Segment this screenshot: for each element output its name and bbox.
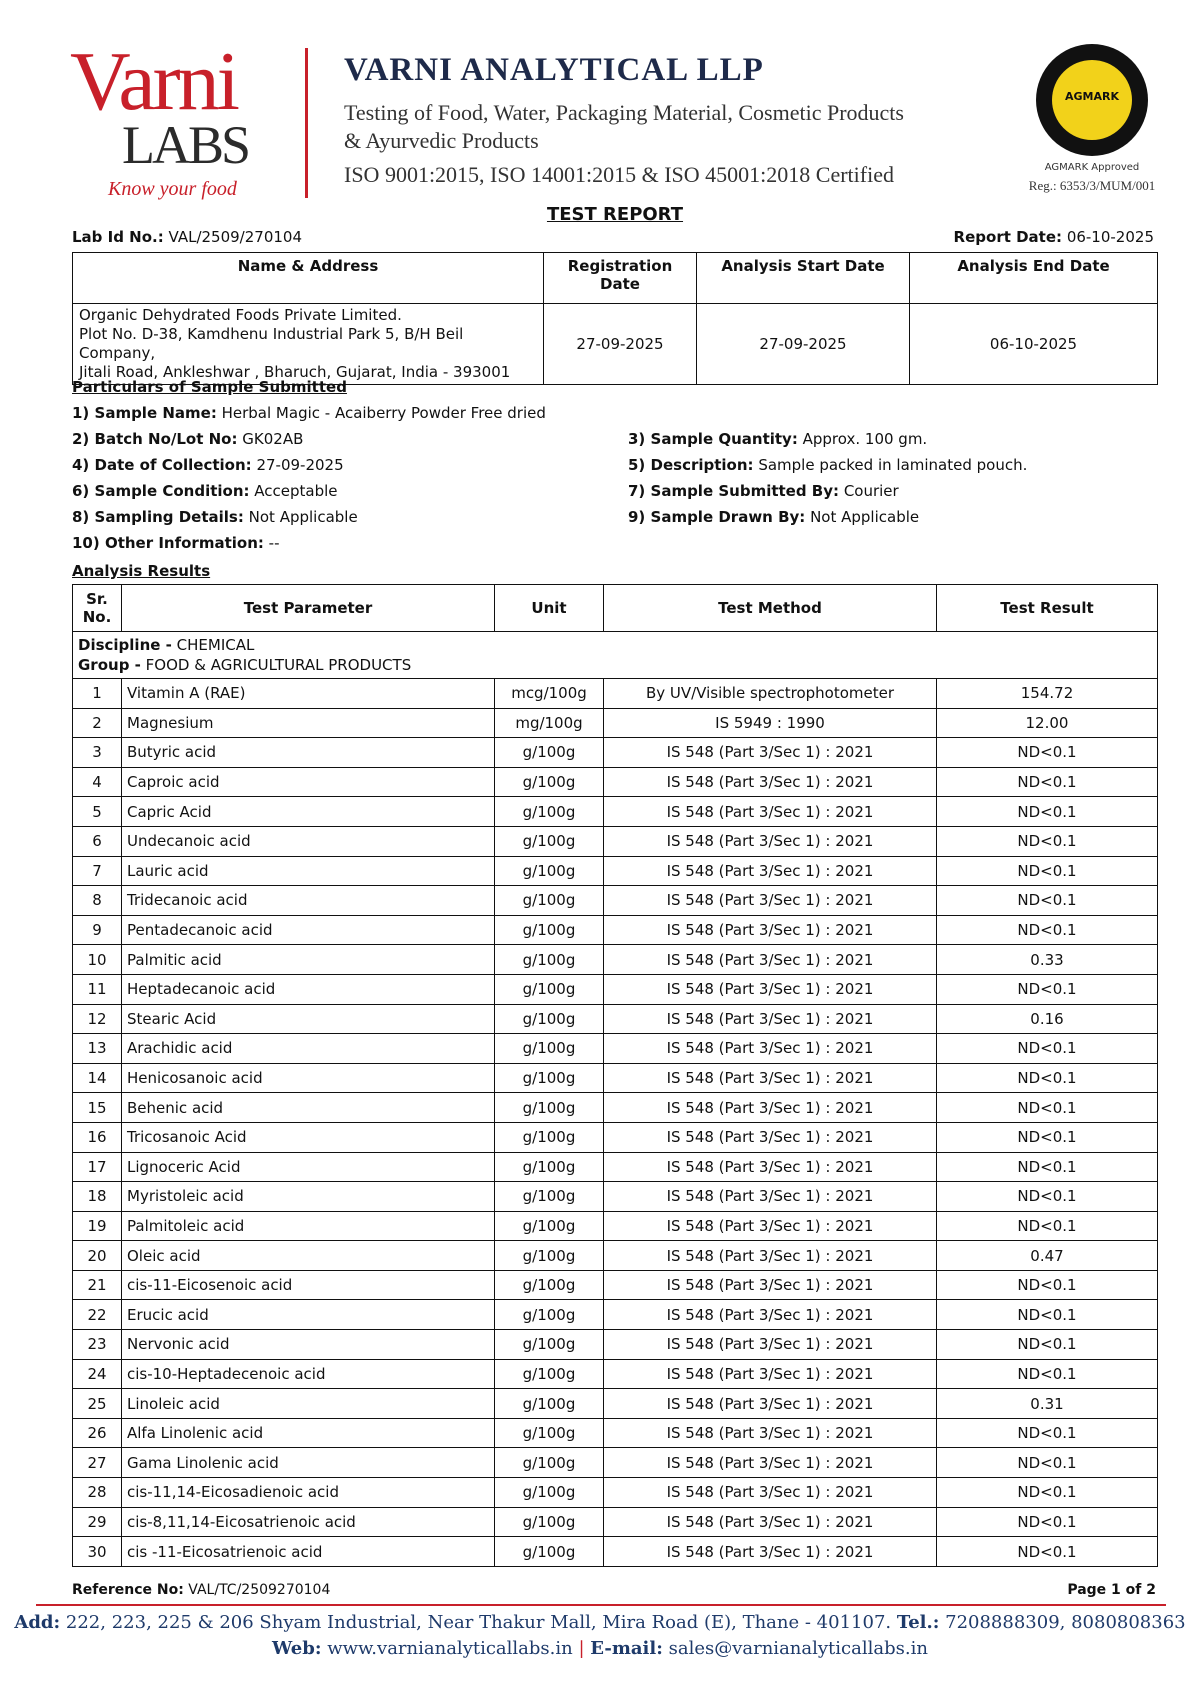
method-cell: IS 548 (Part 3/Sec 1) : 2021 — [604, 1537, 937, 1567]
method-cell: IS 548 (Part 3/Sec 1) : 2021 — [604, 1507, 937, 1537]
lab-id-value: VAL/2509/270104 — [168, 228, 302, 246]
email-label: E-mail: — [590, 1638, 663, 1659]
particulars-title: Particulars of Sample Submitted — [72, 378, 347, 396]
unit-cell: g/100g — [495, 915, 604, 945]
header-analysis-end: Analysis End Date — [910, 253, 1158, 304]
result-row — [73, 738, 1158, 768]
report-date — [954, 228, 1154, 246]
header-test-result: Test Result — [937, 585, 1158, 632]
field-value: 27-09-2025 — [256, 456, 344, 474]
unit-cell: g/100g — [495, 1034, 604, 1064]
result-row — [73, 1122, 1158, 1152]
logo-tagline: Know your food — [108, 178, 237, 200]
field-label: 6) Sample Condition: — [72, 482, 250, 500]
result-cell: ND<0.1 — [937, 797, 1158, 827]
customer-info-table — [72, 252, 1158, 385]
parameter-cell: Undecanoic acid — [122, 826, 495, 856]
unit-cell: g/100g — [495, 1152, 604, 1182]
parameter-cell: Stearic Acid — [122, 1004, 495, 1034]
result-row — [73, 1507, 1158, 1537]
unit-cell: g/100g — [495, 1389, 604, 1419]
header-unit: Unit — [495, 585, 604, 632]
discipline-label: Discipline - — [78, 636, 172, 654]
sr-no-cell: 20 — [73, 1241, 122, 1271]
unit-cell: g/100g — [495, 945, 604, 975]
customer-address — [73, 304, 544, 385]
unit-cell: g/100g — [495, 1182, 604, 1212]
unit-cell: g/100g — [495, 1004, 604, 1034]
method-cell: IS 548 (Part 3/Sec 1) : 2021 — [604, 1330, 937, 1360]
sr-no-cell: 2 — [73, 708, 122, 738]
unit-cell: mg/100g — [495, 708, 604, 738]
header-test-method: Test Method — [604, 585, 937, 632]
sr-no-cell: 3 — [73, 738, 122, 768]
result-row — [73, 1093, 1158, 1123]
unit-cell: g/100g — [495, 1537, 604, 1567]
parameter-cell: Myristoleic acid — [122, 1182, 495, 1212]
sr-no-cell: 12 — [73, 1004, 122, 1034]
result-row — [73, 1359, 1158, 1389]
method-cell: IS 548 (Part 3/Sec 1) : 2021 — [604, 797, 937, 827]
result-cell: ND<0.1 — [937, 974, 1158, 1004]
unit-cell: g/100g — [495, 1300, 604, 1330]
result-row — [73, 708, 1158, 738]
logo-labs-text: LABS — [122, 115, 249, 175]
tel-label: Tel.: — [896, 1612, 940, 1633]
parameter-cell: Tridecanoic acid — [122, 886, 495, 916]
sr-no-cell: 10 — [73, 945, 122, 975]
header-analysis-start: Analysis Start Date — [697, 253, 910, 304]
seal-inner — [1052, 60, 1132, 140]
address-value: 222, 223, 225 & 206 Shyam Industrial, Near Thakur Mall, Mira Road (E), Thane - 401107. — [65, 1612, 892, 1633]
method-cell: IS 548 (Part 3/Sec 1) : 2021 — [604, 826, 937, 856]
result-cell: 0.33 — [937, 945, 1158, 975]
sr-no-cell: 19 — [73, 1211, 122, 1241]
reference-no — [72, 1582, 330, 1598]
result-cell: ND<0.1 — [937, 1300, 1158, 1330]
parameter-cell: Gama Linolenic acid — [122, 1448, 495, 1478]
result-cell: 0.16 — [937, 1004, 1158, 1034]
field-value: GK02AB — [242, 430, 304, 448]
field-value: Courier — [843, 482, 899, 500]
sr-no-cell: 25 — [73, 1389, 122, 1419]
parameter-cell: Tricosanoic Acid — [122, 1122, 495, 1152]
result-cell: 0.31 — [937, 1389, 1158, 1419]
unit-cell: g/100g — [495, 826, 604, 856]
method-cell: IS 548 (Part 3/Sec 1) : 2021 — [604, 915, 937, 945]
result-cell: ND<0.1 — [937, 886, 1158, 916]
group-line — [78, 655, 1152, 675]
analysis-results-table — [72, 584, 1158, 1567]
registration-date: 27-09-2025 — [544, 304, 697, 385]
sr-no-cell: 29 — [73, 1507, 122, 1537]
web-label: Web: — [272, 1638, 322, 1659]
tel-value: 7208888309, 8080808363 — [945, 1612, 1186, 1633]
result-row — [73, 1418, 1158, 1448]
field-label: 7) Sample Submitted By: — [628, 482, 840, 500]
method-cell: IS 548 (Part 3/Sec 1) : 2021 — [604, 1389, 937, 1419]
sr-no-cell: 14 — [73, 1063, 122, 1093]
description — [628, 456, 1027, 474]
parameter-cell: Behenic acid — [122, 1093, 495, 1123]
logo-varni-text: Varni — [70, 35, 237, 128]
company-name: VARNI ANALYTICAL LLP — [344, 52, 764, 88]
method-cell: IS 548 (Part 3/Sec 1) : 2021 — [604, 974, 937, 1004]
method-cell: IS 548 (Part 3/Sec 1) : 2021 — [604, 1359, 937, 1389]
header-test-parameter: Test Parameter — [122, 585, 495, 632]
result-cell: ND<0.1 — [937, 1478, 1158, 1508]
result-row — [73, 1300, 1158, 1330]
result-cell: ND<0.1 — [937, 1359, 1158, 1389]
field-value: Not Applicable — [810, 508, 920, 526]
parameter-cell: Arachidic acid — [122, 1034, 495, 1064]
sr-no-cell: 6 — [73, 826, 122, 856]
address-label: Add: — [14, 1612, 61, 1633]
page-number: Page 1 of 2 — [1067, 1582, 1156, 1598]
parameter-cell: Capric Acid — [122, 797, 495, 827]
result-row — [73, 1211, 1158, 1241]
sr-no-cell: 24 — [73, 1359, 122, 1389]
field-label: 1) Sample Name: — [72, 404, 217, 422]
company-tagline-2: & Ayurvedic Products — [344, 128, 539, 153]
result-row — [73, 1330, 1158, 1360]
result-row — [73, 1448, 1158, 1478]
footer-divider — [36, 1604, 1166, 1606]
parameter-cell: Vitamin A (RAE) — [122, 679, 495, 709]
result-cell: ND<0.1 — [937, 1182, 1158, 1212]
batch-no — [72, 430, 303, 448]
unit-cell: mcg/100g — [495, 679, 604, 709]
parameter-cell: Pentadecanoic acid — [122, 915, 495, 945]
parameter-cell: Linoleic acid — [122, 1389, 495, 1419]
parameter-cell: Lauric acid — [122, 856, 495, 886]
sr-no-cell: 26 — [73, 1418, 122, 1448]
unit-cell: g/100g — [495, 767, 604, 797]
sample-name — [72, 404, 546, 422]
parameter-cell: Butyric acid — [122, 738, 495, 768]
sr-no-cell: 13 — [73, 1034, 122, 1064]
parameter-cell: Oleic acid — [122, 1241, 495, 1271]
result-cell: ND<0.1 — [937, 1270, 1158, 1300]
analysis-results-title: Analysis Results — [72, 562, 211, 580]
email-link[interactable]: sales@varnianalyticallabs.in — [668, 1638, 928, 1659]
result-row — [73, 915, 1158, 945]
result-row — [73, 886, 1158, 916]
unit-cell: g/100g — [495, 1330, 604, 1360]
result-row — [73, 1063, 1158, 1093]
sr-no-cell: 8 — [73, 886, 122, 916]
field-label: 2) Batch No/Lot No: — [72, 430, 238, 448]
method-cell: IS 548 (Part 3/Sec 1) : 2021 — [604, 1241, 937, 1271]
sr-no-cell: 30 — [73, 1537, 122, 1567]
unit-cell: g/100g — [495, 1418, 604, 1448]
result-cell: ND<0.1 — [937, 1063, 1158, 1093]
reference-label: Reference No: — [72, 1582, 184, 1598]
sr-no-cell: 23 — [73, 1330, 122, 1360]
header-registration-date: Registration Date — [544, 253, 697, 304]
field-value: Sample packed in laminated pouch. — [758, 456, 1028, 474]
field-value: Herbal Magic - Acaiberry Powder Free dried — [221, 404, 546, 422]
field-label: 4) Date of Collection: — [72, 456, 252, 474]
result-cell: ND<0.1 — [937, 1330, 1158, 1360]
sr-no-cell: 17 — [73, 1152, 122, 1182]
report-date-value: 06-10-2025 — [1066, 228, 1154, 246]
field-value: Not Applicable — [248, 508, 358, 526]
unit-cell: g/100g — [495, 974, 604, 1004]
result-row — [73, 1004, 1158, 1034]
result-row — [73, 1152, 1158, 1182]
sr-no-cell: 11 — [73, 974, 122, 1004]
unit-cell: g/100g — [495, 886, 604, 916]
result-cell: ND<0.1 — [937, 1152, 1158, 1182]
result-row — [73, 826, 1158, 856]
unit-cell: g/100g — [495, 1211, 604, 1241]
sr-no-cell: 27 — [73, 1448, 122, 1478]
unit-cell: g/100g — [495, 1448, 604, 1478]
parameter-cell: Lignoceric Acid — [122, 1152, 495, 1182]
result-cell: ND<0.1 — [937, 1093, 1158, 1123]
result-row — [73, 1270, 1158, 1300]
unit-cell: g/100g — [495, 1241, 604, 1271]
result-cell: ND<0.1 — [937, 856, 1158, 886]
result-row — [73, 1034, 1158, 1064]
analysis-start-date: 27-09-2025 — [697, 304, 910, 385]
method-cell: IS 548 (Part 3/Sec 1) : 2021 — [604, 767, 937, 797]
header-divider — [305, 48, 308, 198]
field-label: 5) Description: — [628, 456, 754, 474]
parameter-cell: Alfa Linolenic acid — [122, 1418, 495, 1448]
result-cell: ND<0.1 — [937, 1211, 1158, 1241]
report-title: TEST REPORT — [546, 204, 684, 225]
result-cell: ND<0.1 — [937, 1418, 1158, 1448]
result-row — [73, 1537, 1158, 1567]
discipline-line — [78, 635, 1152, 655]
header-name-address: Name & Address — [73, 253, 544, 304]
unit-cell: g/100g — [495, 797, 604, 827]
parameter-cell: Henicosanoic acid — [122, 1063, 495, 1093]
sample-drawn-by — [628, 508, 919, 526]
method-cell: IS 548 (Part 3/Sec 1) : 2021 — [604, 1478, 937, 1508]
agmark-approved: AGMARK Approved — [1044, 162, 1140, 173]
group-label: Group - — [78, 656, 141, 674]
parameter-cell: Nervonic acid — [122, 1330, 495, 1360]
sample-quantity — [628, 430, 927, 448]
method-cell: IS 548 (Part 3/Sec 1) : 2021 — [604, 1004, 937, 1034]
parameter-cell: Caproic acid — [122, 767, 495, 797]
result-row — [73, 1241, 1158, 1271]
method-cell: IS 548 (Part 3/Sec 1) : 2021 — [604, 1122, 937, 1152]
date-of-collection — [72, 456, 344, 474]
result-row — [73, 1478, 1158, 1508]
address-line: Jitali Road, Ankleshwar , Bharuch, Gujarat, India - 393001 — [79, 363, 511, 381]
method-cell: IS 548 (Part 3/Sec 1) : 2021 — [604, 1093, 937, 1123]
result-row — [73, 1182, 1158, 1212]
result-cell: ND<0.1 — [937, 738, 1158, 768]
result-cell: ND<0.1 — [937, 1448, 1158, 1478]
method-cell: IS 548 (Part 3/Sec 1) : 2021 — [604, 1211, 937, 1241]
unit-cell: g/100g — [495, 856, 604, 886]
reference-value: VAL/TC/2509270104 — [188, 1582, 331, 1598]
result-cell: ND<0.1 — [937, 767, 1158, 797]
result-cell: ND<0.1 — [937, 1034, 1158, 1064]
web-link[interactable]: www.varnianalyticallabs.in — [327, 1638, 573, 1659]
method-cell: IS 548 (Part 3/Sec 1) : 2021 — [604, 1300, 937, 1330]
government-seal-icon — [1036, 44, 1148, 156]
unit-cell: g/100g — [495, 1507, 604, 1537]
field-value: -- — [268, 534, 280, 552]
unit-cell: g/100g — [495, 1478, 604, 1508]
result-cell: 12.00 — [937, 708, 1158, 738]
unit-cell: g/100g — [495, 1270, 604, 1300]
field-label: 9) Sample Drawn By: — [628, 508, 806, 526]
result-row — [73, 797, 1158, 827]
footer-web-line — [0, 1638, 1200, 1659]
sr-no-cell: 15 — [73, 1093, 122, 1123]
sampling-details — [72, 508, 358, 526]
method-cell: IS 548 (Part 3/Sec 1) : 2021 — [604, 945, 937, 975]
other-information — [72, 534, 280, 552]
iso-certification: ISO 9001:2015, ISO 14001:2015 & ISO 45001:2018 Certified — [344, 162, 894, 187]
varni-labs-logo — [70, 35, 290, 210]
footer-separator: | — [578, 1638, 585, 1659]
parameter-cell: Palmitoleic acid — [122, 1211, 495, 1241]
sr-no-cell: 18 — [73, 1182, 122, 1212]
address-line: Plot No. D-38, Kamdhenu Industrial Park 5, B/H Beil Company, — [79, 325, 464, 362]
result-cell: ND<0.1 — [937, 1122, 1158, 1152]
agmark-reg-no: Reg.: 6353/3/MUM/001 — [1028, 178, 1156, 193]
method-cell: IS 548 (Part 3/Sec 1) : 2021 — [604, 1152, 937, 1182]
discipline-group-row — [73, 632, 1158, 679]
parameter-cell: cis-11,14-Eicosadienoic acid — [122, 1478, 495, 1508]
unit-cell: g/100g — [495, 1359, 604, 1389]
field-label: 10) Other Information: — [72, 534, 264, 552]
method-cell: IS 548 (Part 3/Sec 1) : 2021 — [604, 886, 937, 916]
lab-id — [72, 228, 302, 246]
sr-no-cell: 4 — [73, 767, 122, 797]
method-cell: IS 548 (Part 3/Sec 1) : 2021 — [604, 738, 937, 768]
sr-no-cell: 7 — [73, 856, 122, 886]
sample-submitted-by — [628, 482, 899, 500]
parameter-cell: Erucic acid — [122, 1300, 495, 1330]
sr-no-cell: 5 — [73, 797, 122, 827]
footer-address-line — [0, 1612, 1200, 1633]
analysis-end-date: 06-10-2025 — [910, 304, 1158, 385]
field-label: 8) Sampling Details: — [72, 508, 244, 526]
field-label: 3) Sample Quantity: — [628, 430, 798, 448]
sr-no-cell: 1 — [73, 679, 122, 709]
address-line: Organic Dehydrated Foods Private Limited. — [79, 306, 402, 324]
result-cell: ND<0.1 — [937, 1537, 1158, 1567]
unit-cell: g/100g — [495, 738, 604, 768]
unit-cell: g/100g — [495, 1093, 604, 1123]
method-cell: IS 548 (Part 3/Sec 1) : 2021 — [604, 856, 937, 886]
result-row — [73, 856, 1158, 886]
unit-cell: g/100g — [495, 1122, 604, 1152]
sr-no-cell: 28 — [73, 1478, 122, 1508]
parameter-cell: cis -11-Eicosatrienoic acid — [122, 1537, 495, 1567]
parameter-cell: cis-8,11,14-Eicosatrienoic acid — [122, 1507, 495, 1537]
lab-id-label: Lab Id No.: — [72, 228, 164, 246]
field-value: Approx. 100 gm. — [802, 430, 928, 448]
method-cell: IS 548 (Part 3/Sec 1) : 2021 — [604, 1418, 937, 1448]
result-cell: 154.72 — [937, 679, 1158, 709]
parameter-cell: Heptadecanoic acid — [122, 974, 495, 1004]
sr-no-cell: 9 — [73, 915, 122, 945]
seal-agmark-text: AGMARK — [1065, 90, 1119, 103]
parameter-cell: cis-11-Eicosenoic acid — [122, 1270, 495, 1300]
header-sr-no: Sr. No. — [73, 585, 122, 632]
method-cell: IS 548 (Part 3/Sec 1) : 2021 — [604, 1182, 937, 1212]
group-value: FOOD & AGRICULTURAL PRODUCTS — [145, 656, 412, 674]
field-value: Acceptable — [254, 482, 338, 500]
result-cell: ND<0.1 — [937, 1507, 1158, 1537]
sr-no-cell: 22 — [73, 1300, 122, 1330]
result-row — [73, 679, 1158, 709]
method-cell: IS 548 (Part 3/Sec 1) : 2021 — [604, 1034, 937, 1064]
method-cell: By UV/Visible spectrophotometer — [604, 679, 937, 709]
parameter-cell: Palmitic acid — [122, 945, 495, 975]
parameter-cell: cis-10-Heptadecenoic acid — [122, 1359, 495, 1389]
company-tagline-1: Testing of Food, Water, Packaging Material, Cosmetic Products — [344, 100, 904, 125]
discipline-value: CHEMICAL — [176, 636, 255, 654]
result-cell: ND<0.1 — [937, 915, 1158, 945]
unit-cell: g/100g — [495, 1063, 604, 1093]
report-date-label: Report Date: — [953, 228, 1063, 246]
result-cell: 0.47 — [937, 1241, 1158, 1271]
sr-no-cell: 16 — [73, 1122, 122, 1152]
method-cell: IS 548 (Part 3/Sec 1) : 2021 — [604, 1448, 937, 1478]
method-cell: IS 548 (Part 3/Sec 1) : 2021 — [604, 1063, 937, 1093]
result-row — [73, 945, 1158, 975]
method-cell: IS 5949 : 1990 — [604, 708, 937, 738]
sample-condition — [72, 482, 338, 500]
method-cell: IS 548 (Part 3/Sec 1) : 2021 — [604, 1270, 937, 1300]
result-cell: ND<0.1 — [937, 826, 1158, 856]
sr-no-cell: 21 — [73, 1270, 122, 1300]
parameter-cell: Magnesium — [122, 708, 495, 738]
result-row — [73, 767, 1158, 797]
result-row — [73, 1389, 1158, 1419]
result-row — [73, 974, 1158, 1004]
